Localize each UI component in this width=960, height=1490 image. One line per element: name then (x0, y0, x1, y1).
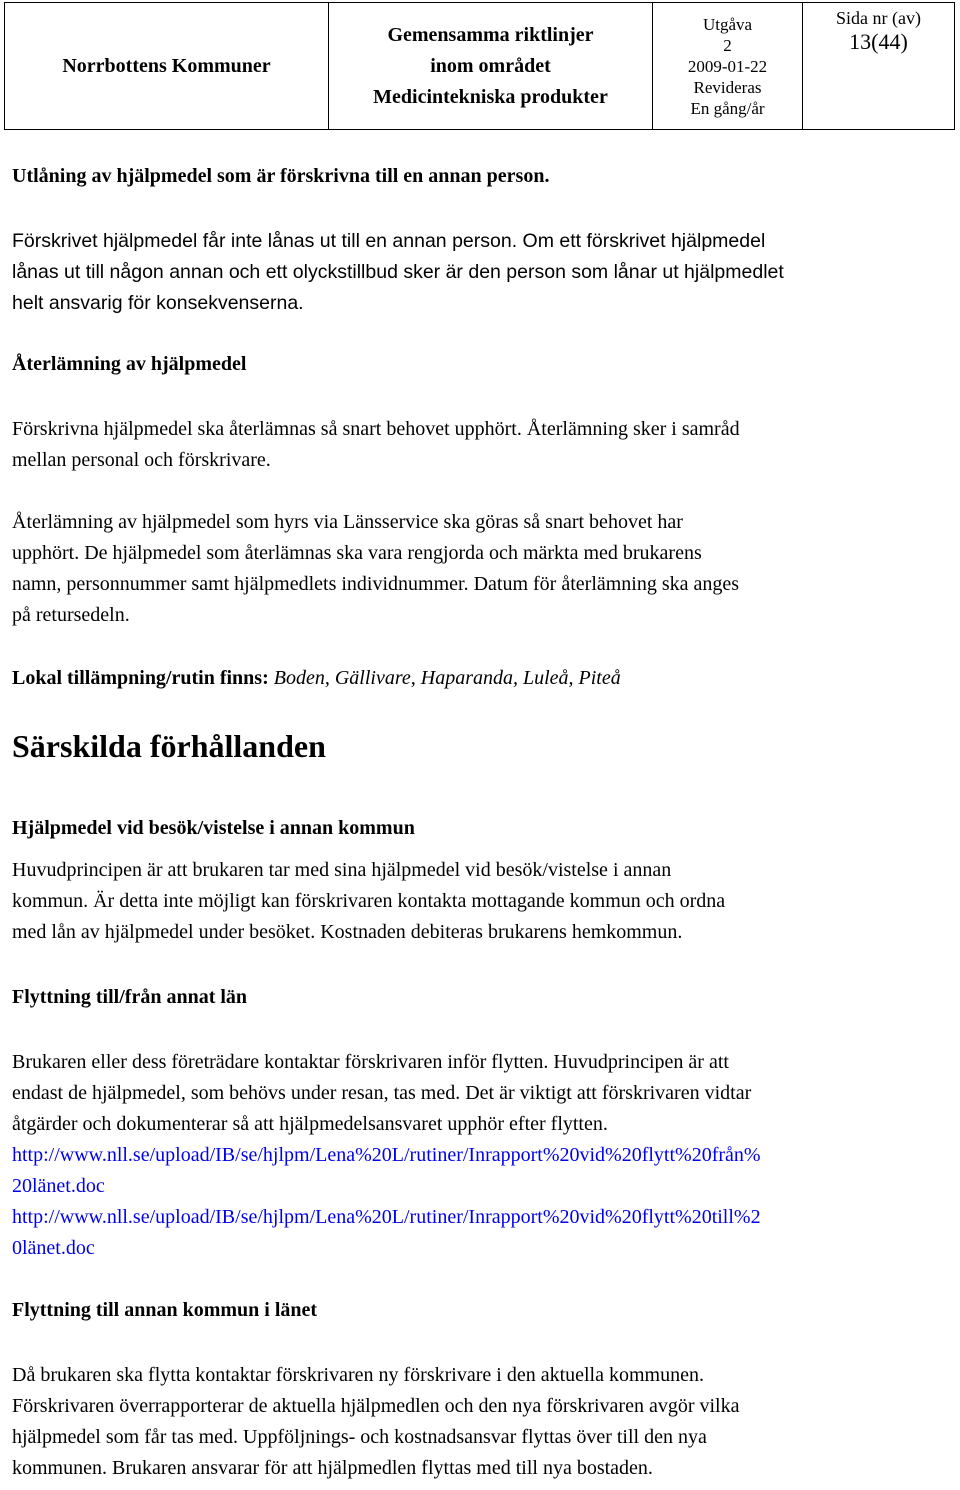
title-line-2: inom området (430, 54, 551, 77)
header-organization (5, 3, 329, 130)
paragraph-line: Förskrivna hjälpmedel ska återlämnas så snart behovet upphört. Återlämning sker i samråd (12, 418, 740, 440)
organization-name: Norrbottens Kommuner (62, 54, 271, 77)
paragraph-line: på retursedeln. (12, 604, 130, 626)
paragraph-line: mellan personal och förskrivare. (12, 449, 271, 471)
edition-label: Utgåva (702, 14, 753, 34)
local-application (12, 667, 621, 690)
paragraph-line: helt ansvarig för konsekvenserna. (12, 292, 304, 314)
paragraph-line: endast de hjälpmedel, som behövs under resan, tas med. Det är viktigt att förskrivaren vidtar (12, 1082, 752, 1104)
edition-value: 2 (723, 35, 732, 55)
paragraph-line: åtgärder och dokumenterar så att hjälpmedelsansvaret upphör efter flytten. (12, 1113, 608, 1135)
revise-label: Revideras (693, 77, 762, 97)
document-link[interactable]: http://www.nll.se/upload/IB/se/hjlpm/Lena%20L/rutiner/Inrapport%20vid%20flytt%20till%2 (12, 1206, 761, 1228)
section-heading-return: Återlämning av hjälpmedel (12, 353, 247, 375)
subheading-visit: Hjälpmedel vid besök/vistelse i annan kommun (12, 817, 415, 839)
paragraph-line: kommunen. Brukaren ansvarar för att hjälpmedlen flyttas med till nya bostaden. (12, 1457, 653, 1479)
paragraph-line: Brukaren eller dess företrädare kontaktar förskrivaren inför flytten. Huvudprincipen är att (12, 1051, 729, 1073)
header-title (329, 3, 653, 130)
document-link[interactable]: 20länet.doc (12, 1175, 105, 1197)
document-header (4, 2, 955, 130)
paragraph-line: Förskrivet hjälpmedel får inte lånas ut till en annan person. Om ett förskrivet hjälpmedel (12, 230, 766, 252)
paragraph-line: hjälpmedel som får tas med. Uppföljnings- och kostnadsansvar flyttas över till den nya (12, 1426, 707, 1448)
paragraph-line: upphört. De hjälpmedel som återlämnas ska vara rengjorda och märkta med brukarens (12, 542, 702, 564)
edition-date: 2009-01-22 (687, 56, 768, 76)
local-application-label: Lokal tillämpning/rutin finns: (12, 667, 269, 689)
subheading-move-county: Flyttning till/från annat län (12, 986, 248, 1008)
document-link[interactable]: 0länet.doc (12, 1237, 95, 1259)
paragraph-line: Huvudprincipen är att brukaren tar med sina hjälpmedel vid besök/vistelse i annan (12, 859, 672, 881)
revise-value: En gång/år (690, 98, 765, 118)
page-label: Sida nr (av) (836, 8, 921, 28)
title-line-3: Medicintekniska produkter (373, 85, 608, 108)
header-edition (653, 3, 803, 130)
subheading-move-municipality: Flyttning till annan kommun i länet (12, 1299, 318, 1321)
paragraph-line: med lån av hjälpmedel under besöket. Kostnaden debiteras brukarens hemkommun. (12, 921, 683, 943)
paragraph-line: Återlämning av hjälpmedel som hyrs via Länsservice ska göras så snart behovet har (12, 511, 683, 533)
document-link[interactable]: http://www.nll.se/upload/IB/se/hjlpm/Lena%20L/rutiner/Inrapport%20vid%20flytt%20från% (12, 1144, 761, 1166)
section-heading-special: Särskilda förhållanden (12, 728, 326, 764)
header-page (803, 3, 955, 130)
page-number: 13(44) (849, 29, 908, 54)
title-line-1: Gemensamma riktlinjer (387, 23, 594, 46)
paragraph-line: Då brukaren ska flytta kontaktar förskrivaren ny förskrivare i den aktuella kommunen. (12, 1364, 704, 1386)
paragraph-line: lånas ut till någon annan och ett olyckstillbud sker är den person som lånar ut hjälpmedlet (12, 261, 784, 283)
section-heading-lending: Utlåning av hjälpmedel som är förskrivna till en annan person. (12, 165, 550, 187)
paragraph-line: kommun. Är detta inte möjligt kan förskrivaren kontakta mottagande kommun och ordna (12, 890, 726, 912)
paragraph-line: Förskrivaren överrapporterar de aktuella hjälpmedlen och den nya förskrivaren avgör vilka (12, 1395, 740, 1417)
paragraph-line: namn, personnummer samt hjälpmedlets individnummer. Datum för återlämning ska anges (12, 573, 740, 595)
local-application-places: Boden, Gällivare, Haparanda, Luleå, Piteå (273, 667, 621, 689)
